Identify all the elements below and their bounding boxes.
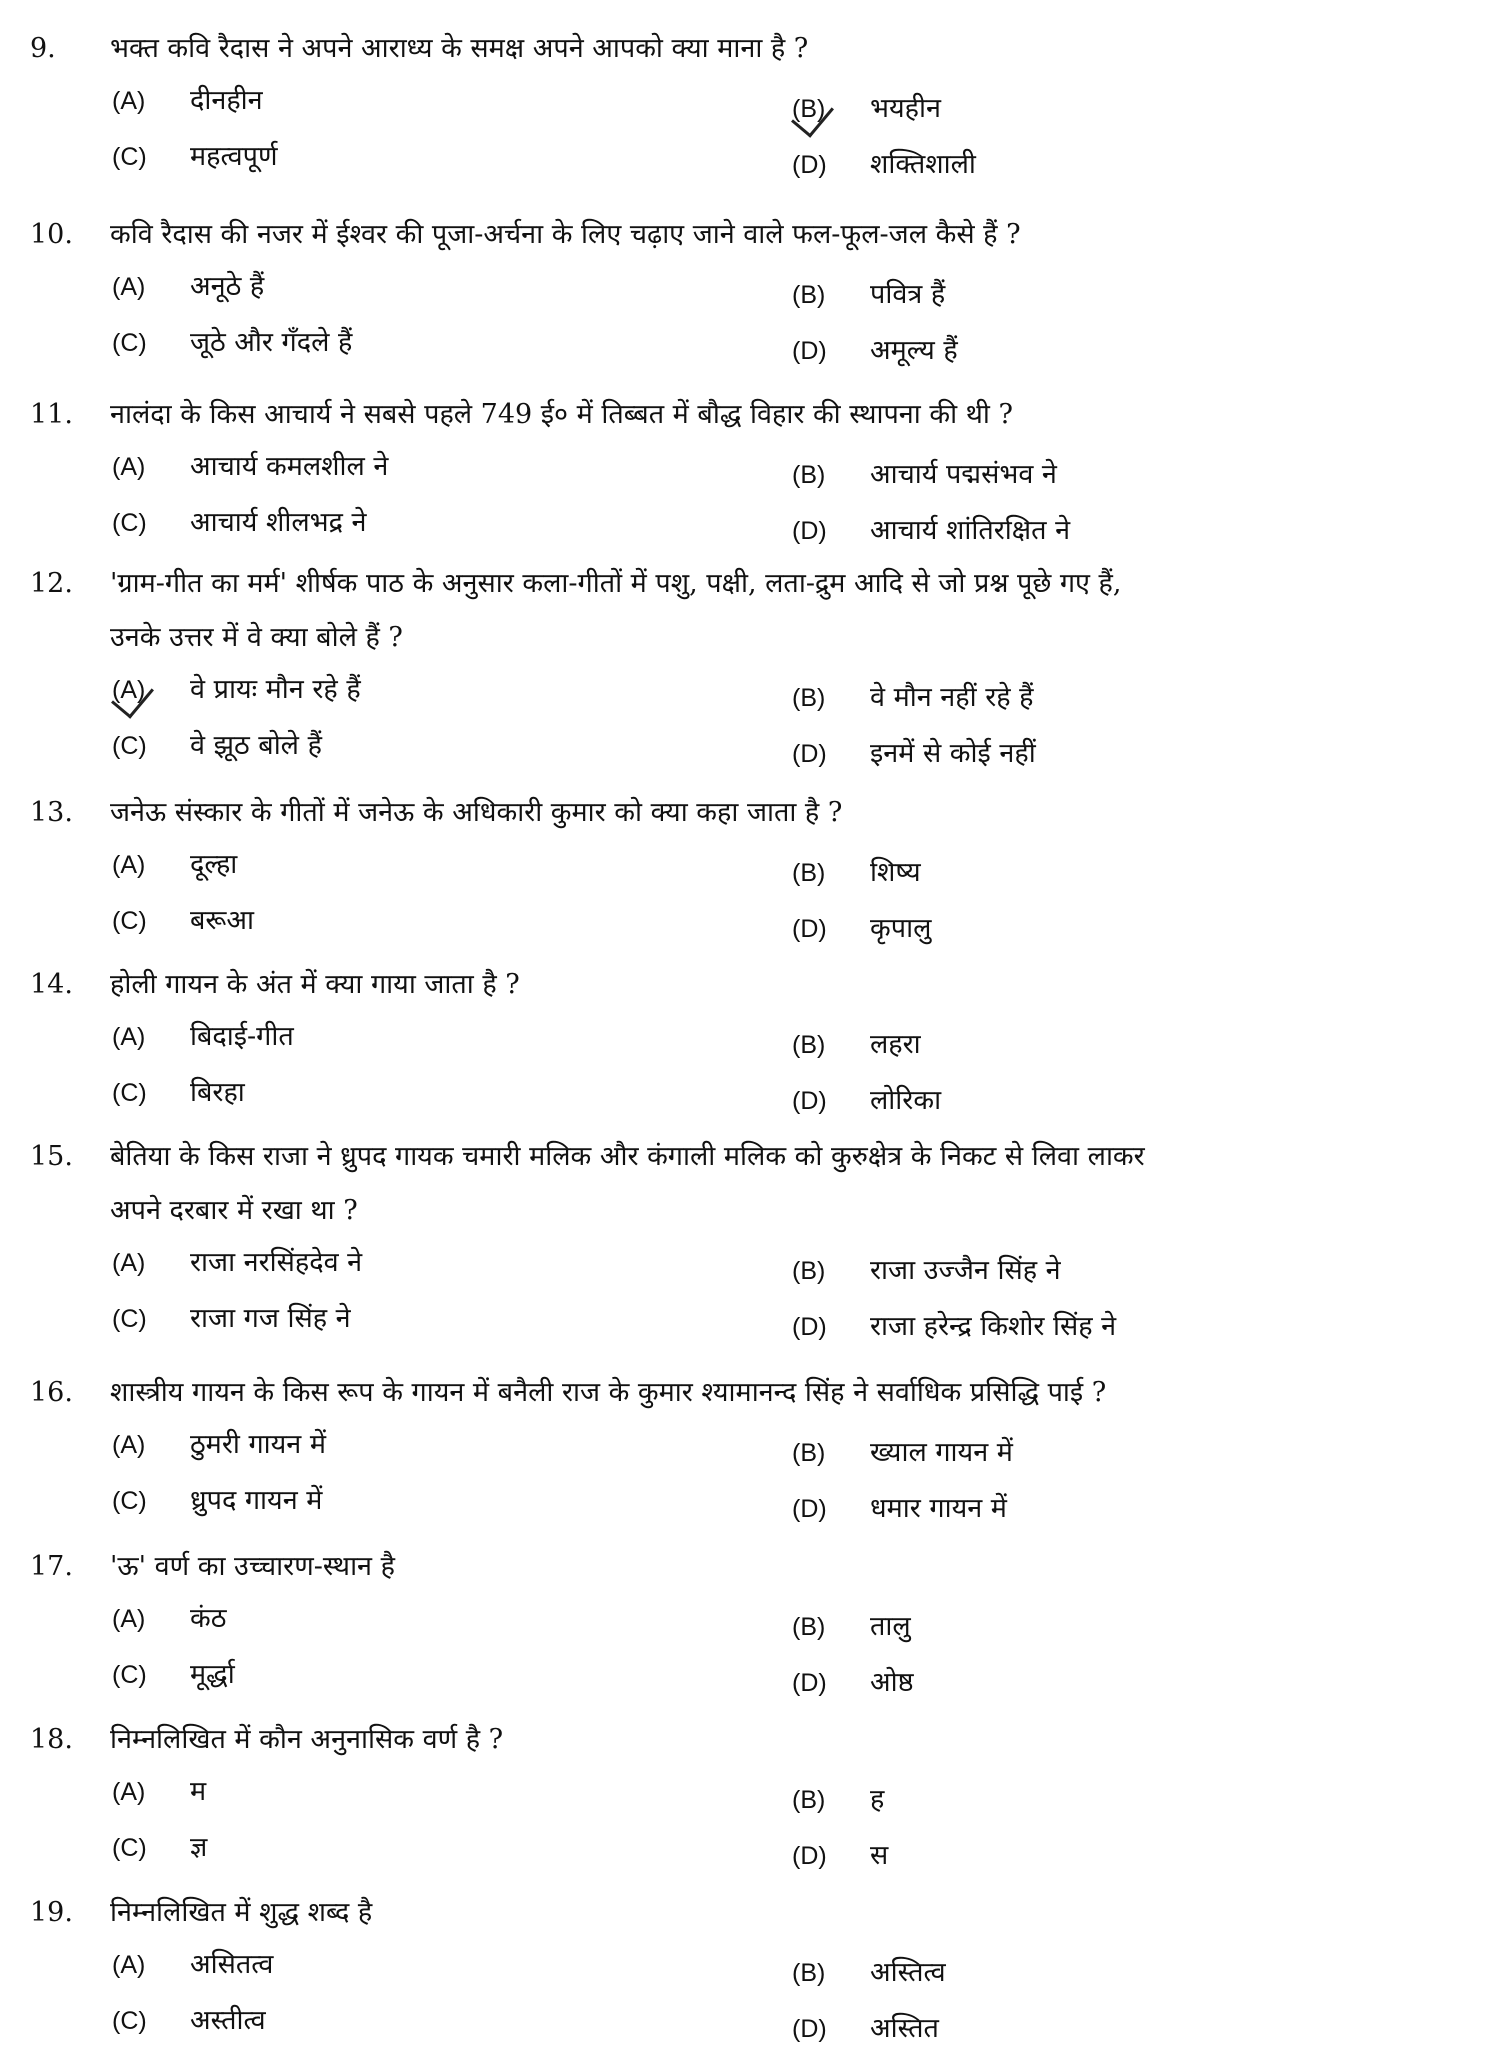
question-number: 12. <box>30 568 73 599</box>
option-label: (A) <box>112 453 146 481</box>
question-18 <box>0 1713 1505 1885</box>
option-label: (D) <box>792 1313 827 1341</box>
option-text: इनमें से कोई नहीं <box>870 738 1036 769</box>
question-text-continued: उनके उत्तर में वे क्या बोले हैं ? <box>110 622 403 653</box>
option-text: आचार्य कमलशील ने <box>190 451 389 482</box>
question-number: 17. <box>30 1551 73 1582</box>
option-label: (C) <box>112 329 147 357</box>
option-text: दूल्हा <box>190 849 238 880</box>
option-label: (B) <box>792 1257 826 1285</box>
option-label: (B) <box>792 1959 826 1987</box>
option-label: (B) <box>792 461 826 489</box>
option-label: (B) <box>792 281 826 309</box>
option-text: असितत्व <box>190 1949 274 1980</box>
option-label: (B) <box>792 1613 826 1641</box>
option-text: बरूआ <box>190 905 254 936</box>
option-label: (D) <box>792 517 827 545</box>
checkmark-icon <box>111 674 154 718</box>
option-label: (D) <box>792 1495 827 1523</box>
option-text: राजा हरेन्द्र किशोर सिंह ने <box>870 1311 1117 1342</box>
option-label: (B) <box>792 1439 826 1467</box>
option-text: वे झूठ बोले हैं <box>190 730 322 761</box>
option-label: (A) <box>112 1605 146 1633</box>
question-19 <box>0 1886 1505 2058</box>
option-c[interactable] <box>112 1827 207 1864</box>
option-label: (D) <box>792 337 827 365</box>
question-number: 16. <box>30 1377 73 1408</box>
option-label: (A) <box>112 1951 146 1979</box>
option-a[interactable] <box>112 1016 294 1053</box>
option-b[interactable] <box>792 1606 911 1643</box>
option-label: (B) <box>792 684 826 712</box>
option-text: लहरा <box>870 1029 921 1060</box>
option-a[interactable] <box>112 669 361 706</box>
question-17 <box>0 1540 1505 1712</box>
question-text: जनेऊ संस्कार के गीतों में जनेऊ के अधिकारी कुमार को क्या कहा जाता है ? <box>110 797 843 828</box>
option-label: (B) <box>792 859 826 887</box>
question-text: 'ऊ' वर्ण का उच्चारण-स्थान है <box>110 1551 395 1582</box>
question-15 <box>0 1130 1505 1356</box>
option-a[interactable] <box>112 1771 206 1808</box>
question-text: होली गायन के अंत में क्या गाया जाता है ? <box>110 969 520 1000</box>
question-number: 14. <box>30 969 73 1000</box>
option-b[interactable] <box>792 677 1034 714</box>
option-text: तालु <box>870 1611 911 1642</box>
option-text: अस्तीत्व <box>190 2005 266 2036</box>
option-label: (D) <box>792 1842 827 1870</box>
option-a[interactable] <box>112 266 264 303</box>
option-text: अमूल्य हैं <box>870 335 958 366</box>
option-c[interactable] <box>112 1480 322 1517</box>
option-label: (A) <box>112 1249 146 1277</box>
option-text: अस्तित्व <box>870 1957 946 1988</box>
option-d[interactable] <box>792 510 1070 547</box>
option-d[interactable] <box>792 1080 941 1117</box>
option-label: (C) <box>112 2007 147 2035</box>
option-label: (D) <box>792 1669 827 1697</box>
question-number: 19. <box>30 1897 73 1928</box>
option-b[interactable] <box>792 852 921 889</box>
option-text: कंठ <box>190 1603 227 1634</box>
question-text: शास्त्रीय गायन के किस रूप के गायन में बनैली राज के कुमार श्यामानन्द सिंह ने सर्वाधिक प्रसिद्धि पाई ? <box>110 1377 1107 1408</box>
option-label: (A) <box>112 676 190 705</box>
option-b[interactable] <box>792 454 1057 491</box>
option-label: (A) <box>112 1023 146 1051</box>
option-b[interactable] <box>792 1779 884 1816</box>
options-grid <box>0 665 1505 783</box>
option-label: (A) <box>112 1778 146 1806</box>
option-text: कृपालु <box>870 913 932 944</box>
question-number: 18. <box>30 1724 73 1755</box>
question-text-continued: अपने दरबार में रखा था ? <box>110 1195 358 1226</box>
option-label: (C) <box>112 1661 147 1689</box>
option-text: दीनहीन <box>190 85 263 116</box>
options-grid <box>0 1594 1505 1712</box>
option-label: (A) <box>112 1431 146 1459</box>
option-label: (A) <box>112 273 146 301</box>
option-c[interactable] <box>112 900 254 937</box>
option-d[interactable] <box>792 1488 1007 1525</box>
option-text: शक्तिशाली <box>870 149 976 180</box>
option-b[interactable] <box>792 1024 921 1061</box>
option-c[interactable] <box>112 136 278 173</box>
question-text: नालंदा के किस आचार्य ने सबसे पहले 749 ई० में तिब्बत में बौद्ध विहार की स्थापना की थी ? <box>110 399 1013 430</box>
option-text: वे मौन नहीं रहे हैं <box>870 682 1034 713</box>
question-text: बेतिया के किस राजा ने ध्रुपद गायक चमारी मलिक और कंगाली मलिक को कुरुक्षेत्र के निकट से लिवा लाकर <box>110 1141 1145 1172</box>
option-label: (D) <box>792 151 827 179</box>
option-label: (D) <box>792 915 827 943</box>
option-c[interactable] <box>112 1654 235 1691</box>
option-label: (B) <box>792 1786 826 1814</box>
option-d[interactable] <box>792 733 1036 770</box>
option-a[interactable] <box>112 446 388 483</box>
checkmark-icon <box>791 93 834 137</box>
options-grid <box>0 1238 1505 1356</box>
option-b[interactable] <box>792 274 945 311</box>
option-c[interactable] <box>112 502 367 539</box>
option-text: शिष्य <box>870 857 921 888</box>
option-text: ध्रुपद गायन में <box>190 1485 323 1516</box>
option-label: (A) <box>112 87 146 115</box>
question-10 <box>0 208 1505 380</box>
option-label: (C) <box>112 1079 147 1107</box>
option-d[interactable] <box>792 144 976 181</box>
option-text: बिदाई-गीत <box>190 1021 294 1052</box>
option-label: (D) <box>792 1087 827 1115</box>
option-label: (C) <box>112 732 147 760</box>
options-grid <box>0 1940 1505 2058</box>
option-text: मूर्द्धा <box>190 1659 235 1690</box>
options-grid <box>0 262 1505 380</box>
option-label: (C) <box>112 1305 147 1333</box>
option-text: अस्तित <box>870 2013 939 2044</box>
question-text: भक्त कवि रैदास ने अपने आराध्य के समक्ष अपने आपको क्या माना है ? <box>110 33 809 64</box>
option-text: महत्वपूर्ण <box>190 141 278 172</box>
option-text: ख्याल गायन में <box>870 1437 1013 1468</box>
option-a[interactable] <box>112 844 237 881</box>
question-number: 9. <box>30 33 56 64</box>
option-text: म <box>190 1776 207 1807</box>
option-b[interactable] <box>792 1250 1061 1287</box>
option-text: वे प्रायः मौन रहे हैं <box>190 674 361 705</box>
question-text: निम्नलिखित में कौन अनुनासिक वर्ण है ? <box>110 1724 504 1755</box>
option-text: ह <box>870 1784 885 1815</box>
question-text: कवि रैदास की नजर में ईश्वर की पूजा-अर्चना के लिए चढ़ाए जाने वाले फल-फूल-जल कैसे हैं ? <box>110 219 1021 250</box>
option-text: भयहीन <box>870 93 941 124</box>
option-label: (C) <box>112 907 147 935</box>
option-label: (D) <box>792 2015 827 2043</box>
option-b[interactable] <box>792 88 941 125</box>
question-9 <box>0 22 1505 194</box>
question-number: 10. <box>30 219 73 250</box>
options-grid <box>0 1420 1505 1538</box>
option-b[interactable] <box>792 1952 946 1989</box>
option-text: आचार्य पद्मसंभव ने <box>870 459 1057 490</box>
options-grid <box>0 442 1505 560</box>
option-d[interactable] <box>792 908 931 945</box>
option-c[interactable] <box>112 1072 245 1109</box>
option-label: (C) <box>112 509 147 537</box>
options-grid <box>0 1767 1505 1885</box>
option-c[interactable] <box>112 725 322 762</box>
option-text: राजा उज्जैन सिंह ने <box>870 1255 1061 1286</box>
question-16 <box>0 1366 1505 1538</box>
option-text: जूठे और गँदले हैं <box>190 327 353 358</box>
option-text: बिरहा <box>190 1077 245 1108</box>
option-text: ओष्ठ <box>870 1667 914 1698</box>
option-d[interactable] <box>792 1835 888 1872</box>
option-text: लोरिका <box>870 1085 942 1116</box>
option-text: स <box>870 1840 889 1871</box>
option-a[interactable] <box>112 1242 362 1279</box>
option-c[interactable] <box>112 322 352 359</box>
question-number: 13. <box>30 797 73 828</box>
options-grid <box>0 76 1505 194</box>
question-number: 15. <box>30 1141 73 1172</box>
option-a[interactable] <box>112 80 263 117</box>
option-label: (B) <box>792 95 870 124</box>
question-number: 11. <box>30 399 73 430</box>
option-text: राजा नरसिंहदेव ने <box>190 1247 363 1278</box>
option-text: ज्ञ <box>190 1832 208 1863</box>
option-text: राजा गज सिंह ने <box>190 1303 351 1334</box>
option-text: पवित्र हैं <box>870 279 946 310</box>
option-d[interactable] <box>792 1306 1116 1343</box>
option-label: (A) <box>112 851 146 879</box>
question-11 <box>0 388 1505 560</box>
option-text: आचार्य शीलभद्र ने <box>190 507 367 538</box>
option-d[interactable] <box>792 2008 939 2045</box>
option-c[interactable] <box>112 1298 351 1335</box>
option-label: (C) <box>112 1834 147 1862</box>
question-14 <box>0 958 1505 1130</box>
option-label: (D) <box>792 740 827 768</box>
option-d[interactable] <box>792 1662 914 1699</box>
option-a[interactable] <box>112 1944 273 1981</box>
option-b[interactable] <box>792 1432 1013 1469</box>
option-a[interactable] <box>112 1424 326 1461</box>
question-13 <box>0 786 1505 958</box>
options-grid <box>0 1012 1505 1130</box>
option-label: (C) <box>112 1487 147 1515</box>
option-d[interactable] <box>792 330 958 367</box>
option-text: अनूठे हैं <box>190 271 265 302</box>
option-label: (B) <box>792 1031 826 1059</box>
option-label: (C) <box>112 143 147 171</box>
question-12 <box>0 557 1505 783</box>
option-text: ठुमरी गायन में <box>190 1429 327 1460</box>
option-a[interactable] <box>112 1598 226 1635</box>
question-text: निम्नलिखित में शुद्ध शब्द है <box>110 1897 373 1928</box>
option-text: आचार्य शांतिरक्षित ने <box>870 515 1071 546</box>
option-text: धमार गायन में <box>870 1493 1007 1524</box>
question-text: 'ग्राम-गीत का मर्म' शीर्षक पाठ के अनुसार कला-गीतों में पशु, पक्षी, लता-द्रुम आदि से जो प्रश्न पूछे गए हैं, <box>110 568 1122 599</box>
option-c[interactable] <box>112 2000 266 2037</box>
options-grid <box>0 840 1505 958</box>
